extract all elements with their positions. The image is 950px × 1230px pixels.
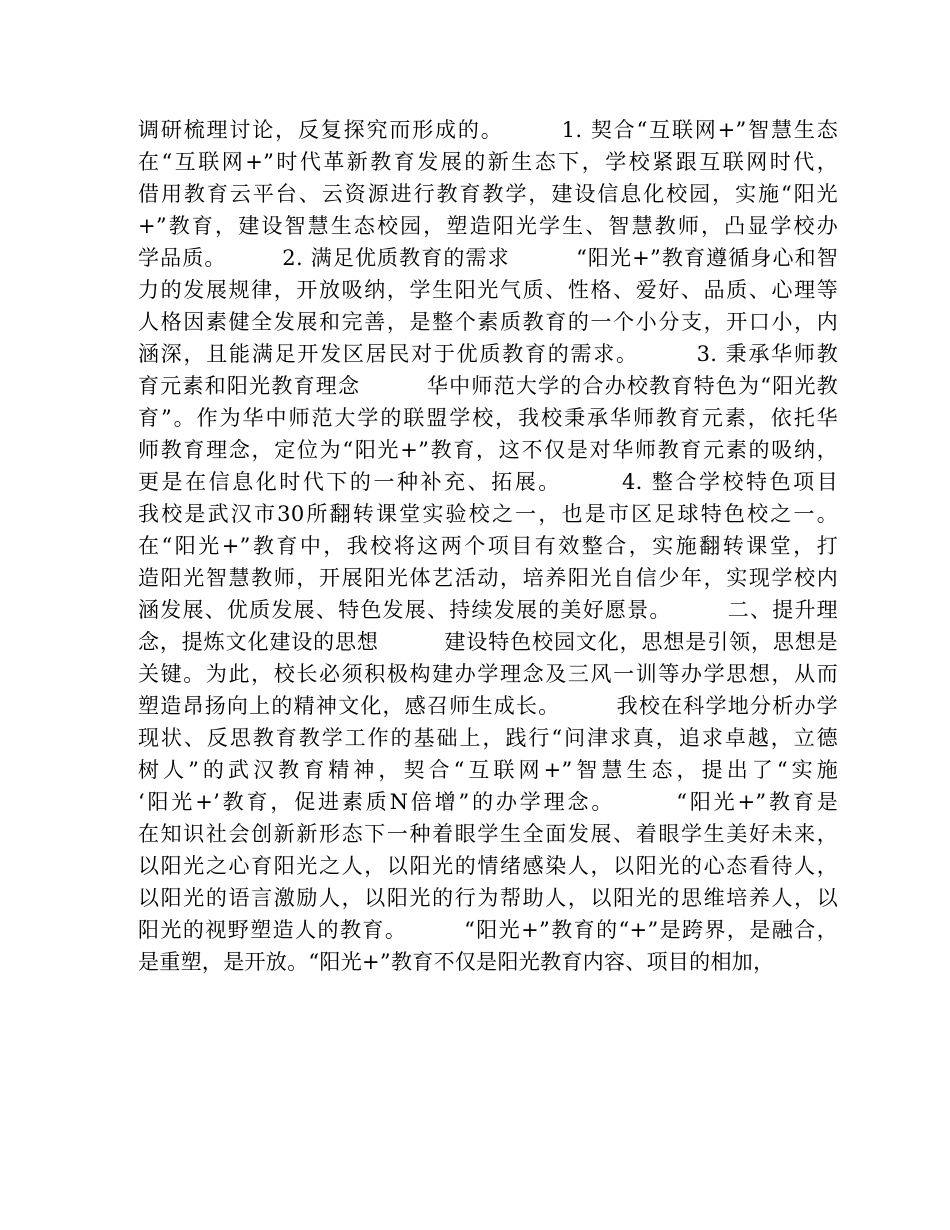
text-line: +”教育，建设智慧生态校园，塑造阳光学生、智慧教师，凸显学校办 [138, 214, 838, 238]
text-line: 在知识社会创新新形态下一种着眼学生全面发展、着眼学生美好未来， [138, 822, 838, 846]
text-line: 育”。作为华中师范大学的联盟学校，我校秉承华师教育元素，依托华 [138, 406, 838, 430]
text-line: 在“互联网+”时代革新教育发展的新生态下，学校紧跟互联网时代， [138, 150, 838, 174]
text-line: 以阳光的语言激励人，以阳光的行为帮助人，以阳光的思维培养人，以 [138, 886, 838, 910]
text-line: 我校是武汉市30所翻转课堂实验校之一，也是市区足球特色校之一。 [138, 502, 838, 526]
text-line: 念，提炼文化建设的思想 建设特色校园文化，思想是引领，思想是 [138, 630, 838, 654]
text-line: 涵发展、优质发展、特色发展、持续发展的美好愿景。 二、提升理 [138, 598, 838, 622]
text-line: 调研梳理讨论，反复探究而形成的。 1. 契合“互联网+”智慧生态 [138, 118, 838, 142]
text-line: 树人”的武汉教育精神，契合“互联网+”智慧生态，提出了“实施 [138, 758, 838, 782]
text-line: 阳光的视野塑造人的教育。 “阳光+”教育的“+”是跨界，是融合， [138, 918, 838, 942]
text-line: 在“阳光+”教育中，我校将这两个项目有效整合，实施翻转课堂，打 [138, 534, 838, 558]
text-line: 以阳光之心育阳光之人，以阳光的情绪感染人，以阳光的心态看待人， [138, 854, 838, 878]
text-line: 人格因素健全发展和完善，是整个素质教育的一个小分支，开口小，内 [138, 310, 838, 334]
text-line: 力的发展规律，开放吸纳，学生阳光气质、性格、爱好、品质、心理等 [138, 278, 838, 302]
text-line: 涵深，且能满足开发区居民对于优质教育的需求。 3. 秉承华师教 [138, 342, 838, 366]
text-line: 学品质。 2. 满足优质教育的需求 “阳光+”教育遵循身心和智 [138, 246, 838, 270]
text-line: 育元素和阳光教育理念 华中师范大学的合办校教育特色为“阳光教 [138, 374, 838, 398]
text-line: 是重塑，是开放。“阳光+”教育不仅是阳光教育内容、项目的相加， [138, 950, 775, 974]
text-line: 现状、反思教育教学工作的基础上，践行“问津求真，追求卓越，立德 [138, 726, 838, 750]
text-line: 师教育理念，定位为“阳光+”教育，这不仅是对华师教育元素的吸纳， [138, 438, 838, 462]
text-line: 更是在信息化时代下的一种补充、拓展。 4. 整合学校特色项目 [138, 470, 838, 494]
body-text [138, 114, 838, 978]
text-line: 关键。为此，校长必须积极构建办学理念及三风一训等办学思想，从而 [138, 662, 838, 686]
text-line: 塑造昂扬向上的精神文化，感召师生成长。 我校在科学地分析办学 [138, 694, 838, 718]
text-line: 借用教育云平台、云资源进行教育教学，建设信息化校园，实施“阳光 [138, 182, 838, 206]
text-line: ‘阳光+’教育，促进素质N倍增”的办学理念。 “阳光+”教育是 [138, 790, 838, 814]
text-line: 造阳光智慧教师，开展阳光体艺活动，培养阳光自信少年，实现学校内 [138, 566, 838, 590]
